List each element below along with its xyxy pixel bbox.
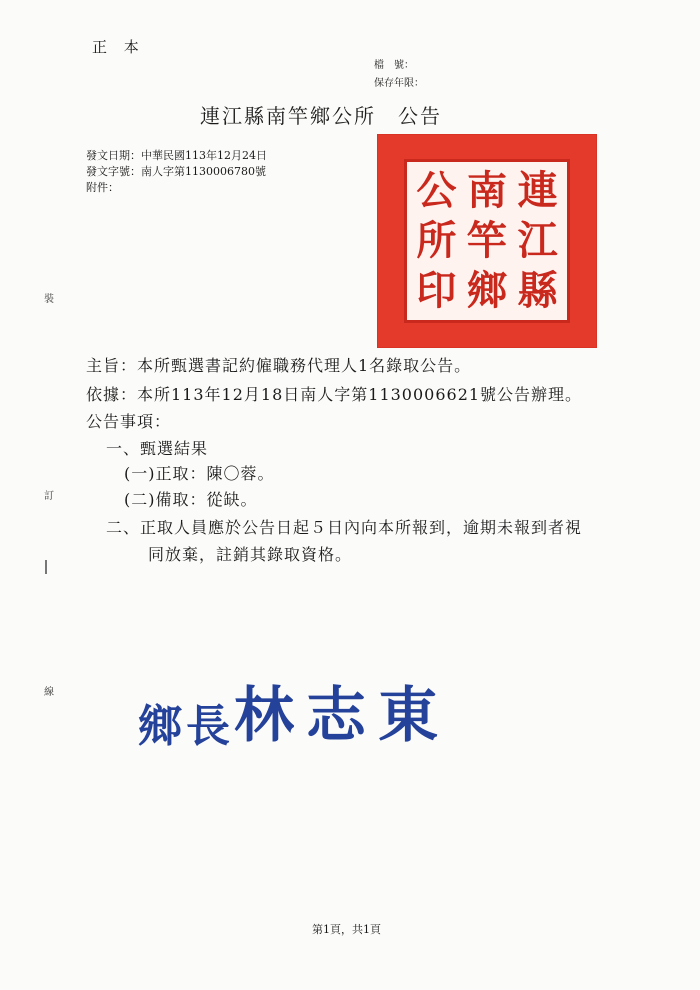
item-1-sub-2: (二)備取：從缺。: [124, 490, 258, 509]
file-number: [374, 56, 418, 71]
document-type: 公告: [398, 104, 442, 128]
agency-name: 連江縣南竿鄉公所: [200, 104, 376, 128]
item-1-sub-1: (一)正取：陳〇蓉。: [124, 464, 275, 483]
seal-char: 連: [517, 167, 558, 214]
signature-title: 鄉長: [138, 701, 234, 752]
document-title: [200, 100, 442, 129]
binding-tick: [45, 560, 47, 574]
binding-mark-zhuang: 裝: [44, 294, 54, 305]
signature-name: 林志東: [234, 681, 450, 751]
seal-char: 鄉: [467, 267, 507, 314]
seal-char: 江: [517, 217, 558, 264]
seal-char: 印: [416, 267, 457, 314]
binding-mark-ding: 訂: [44, 491, 54, 502]
seal-char: 所: [416, 217, 457, 264]
attachment: 附件：: [86, 181, 119, 194]
seal-char: 公: [416, 167, 457, 214]
binding-mark-xian: 線: [44, 687, 54, 698]
page-footer: 第1頁，共1頁: [312, 923, 381, 936]
seal-char: 縣: [517, 267, 558, 314]
seal-char: 竿: [467, 217, 507, 264]
seal-characters: [411, 166, 563, 316]
item-1: 一、甄選結果: [106, 439, 209, 458]
official-seal: [378, 135, 596, 347]
file-number-label: 檔 號：: [374, 60, 414, 71]
item-2-line-2: 同放棄，註銷其錄取資格。: [148, 545, 353, 564]
copy-label: 正 本: [92, 38, 145, 56]
issue-date: 發文日期：中華民國113年12月24日: [86, 149, 267, 162]
basis-line: 依據：本所113年12月18日南人字第1130006621號公告辦理。: [86, 385, 583, 404]
announcement-items-header: 公告事項：: [86, 412, 172, 431]
seal-char: 南: [467, 167, 507, 214]
mayor-signature-stamp: [138, 668, 450, 754]
retention-label: 保存年限：: [374, 78, 424, 89]
document-number: 發文字號：南人字第1130006780號: [86, 165, 266, 178]
item-2-line-1: 二、正取人員應於公告日起５日內向本所報到，逾期未報到者視: [106, 518, 583, 537]
retention-period: [374, 74, 428, 89]
subject-line: 主旨：本所甄選書記約僱職務代理人1名錄取公告。: [86, 356, 472, 375]
seal-border: [404, 159, 570, 323]
